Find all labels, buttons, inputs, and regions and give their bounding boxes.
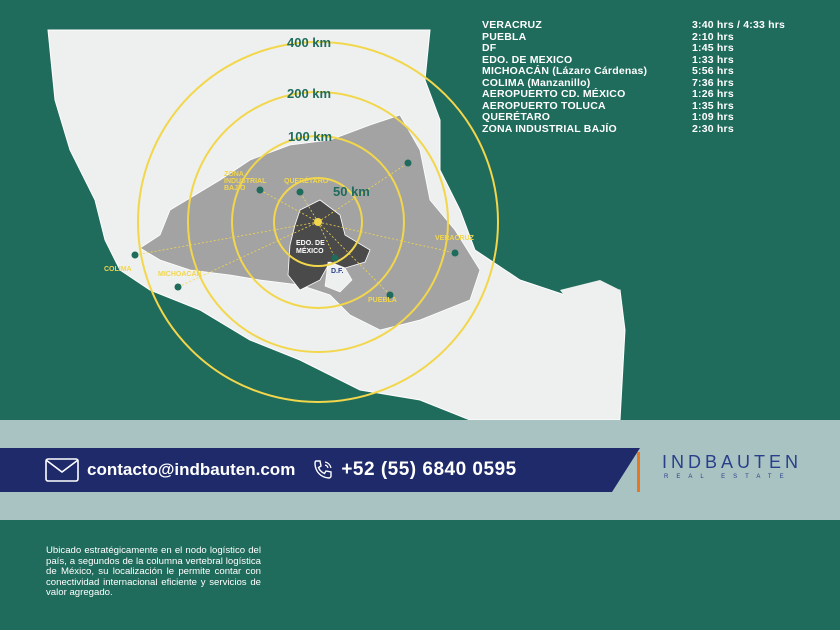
destination: MICHOACÁN (Lázaro Cárdenas) — [482, 65, 648, 77]
label-edomex-1: EDO. DE — [296, 240, 325, 247]
time: 1:09 hrs — [692, 111, 734, 123]
destination: AEROPUERTO CD. MÉXICO — [482, 88, 626, 100]
dot-colima — [132, 252, 139, 259]
time: 1:45 hrs — [692, 42, 734, 54]
dot-veracruz-north — [405, 160, 412, 167]
label-michoacan: MICHOACÁN — [158, 271, 202, 278]
phone-link[interactable]: +52 (55) 6840 0595 — [341, 459, 517, 480]
ring-label-200: 200 km — [287, 86, 332, 101]
time-row — [482, 43, 822, 55]
time: 1:35 hrs — [692, 99, 734, 112]
label-colima: COLIMA — [104, 266, 132, 273]
description-text: Ubicado estratégicamente en el nodo logístico del país, a segundos de la columna vertebral logística de México, su localización le permite contar con conectividad internacional eficiente y servicios de valor agregado. — [46, 545, 261, 599]
dot-bajio — [257, 187, 264, 194]
destination: AEROPUERTO TOLUCA — [482, 99, 606, 112]
time-row — [482, 32, 822, 44]
dot-queretaro — [297, 189, 304, 196]
time: 1:33 hrs — [692, 53, 734, 66]
dot-df — [332, 255, 339, 262]
time: 3:40 hrs / 4:33 hrs — [692, 19, 786, 31]
destination: PUEBLA — [482, 30, 527, 43]
label-bajio-1: ZONA — [224, 171, 244, 178]
destination: DF — [482, 42, 497, 54]
time-row — [482, 89, 822, 101]
logo-tagline: REAL ESTATE — [664, 474, 792, 480]
destination: EDO. DE MEXICO — [482, 53, 573, 66]
time: 2:10 hrs — [692, 30, 734, 43]
label-veracruz: VERACRUZ — [435, 235, 474, 242]
ring-label-50: 50 km — [333, 184, 370, 199]
label-edomex-2: MÉXICO — [296, 248, 324, 255]
ring-label-100: 100 km — [288, 129, 333, 144]
center-point — [314, 218, 322, 226]
email-link[interactable]: contacto@indbauten.com — [87, 460, 296, 479]
time: 1:26 hrs — [692, 88, 734, 100]
label-bajio-3: BAJÍO — [224, 185, 246, 192]
time: 7:36 hrs — [692, 76, 734, 89]
phone-icon — [311, 458, 335, 482]
label-bajio-2: INDUSTRIAL — [224, 178, 267, 185]
destination: QUERÉTARO — [482, 111, 551, 123]
dot-veracruz — [452, 250, 459, 257]
label-queretaro: QUERÉTARO — [284, 178, 329, 185]
contact-info — [45, 449, 517, 491]
time: 2:30 hrs — [692, 122, 734, 135]
logo-wordmark: INDBAUTEN — [662, 452, 803, 472]
destination: COLIMA (Manzanillo) — [482, 76, 591, 89]
time-row — [482, 124, 822, 136]
time-row — [482, 66, 822, 78]
logo — [662, 452, 832, 492]
dot-michoacan — [175, 284, 182, 291]
label-puebla: PUEBLA — [368, 297, 397, 304]
accent-divider — [637, 452, 640, 492]
time: 5:56 hrs — [692, 65, 734, 77]
ring-label-400: 400 km — [287, 35, 332, 50]
time-row — [482, 112, 822, 124]
time-row — [482, 20, 822, 32]
label-df: D.F. — [331, 268, 344, 275]
destination: ZONA INDUSTRIAL BAJÍO — [482, 122, 617, 135]
envelope-icon — [45, 458, 79, 482]
travel-times-table — [482, 20, 822, 135]
destination: VERACRUZ — [482, 19, 542, 31]
